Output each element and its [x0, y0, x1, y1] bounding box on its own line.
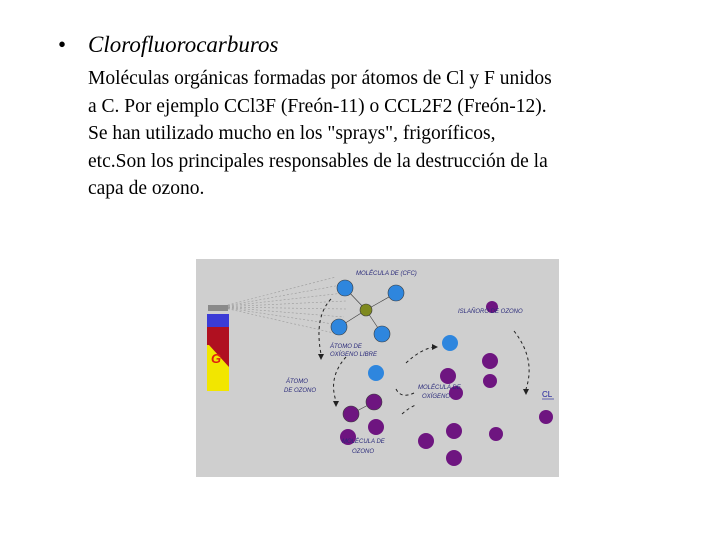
- ozone-atom: [483, 374, 497, 388]
- label-ozone-atom: ÁTOMO: [286, 379, 308, 385]
- ozone-depletion-illustration: [196, 259, 559, 477]
- label-oxygen-molecule: MOLÉCULA DE: [418, 385, 461, 391]
- chlorine-atom: [337, 280, 353, 296]
- carbon-atom: [360, 304, 372, 316]
- ozone-atom: [440, 368, 456, 384]
- spray-nozzle: [208, 305, 228, 311]
- fluorine-atom: [331, 319, 347, 335]
- ozone-atom: [446, 423, 462, 439]
- spray-mist: [220, 277, 346, 333]
- spray-can: [207, 305, 229, 391]
- ozone-atom: [482, 353, 498, 369]
- illustration-svg: [196, 259, 559, 477]
- ozone-atom: [446, 450, 462, 466]
- body-line: capa de ozono.: [88, 178, 205, 199]
- label-ozone-atom-2: DE OZONO: [284, 388, 317, 394]
- label-oxygen-molecule-2: OXÍGENO: [422, 394, 451, 400]
- body-paragraph: [88, 65, 688, 203]
- label-cl: CL: [542, 390, 553, 399]
- body-line: Moléculas orgánicas formadas por átomos de Cl y F unidos: [88, 68, 552, 89]
- bullet-symbol: •: [58, 32, 67, 57]
- ozone-atom: [539, 410, 553, 424]
- can-middle-band: [207, 327, 229, 345]
- label-ozone-ring: ISLAÑORO DE OZONO: [458, 309, 523, 315]
- ozone-atom: [489, 427, 503, 441]
- fluorine-atom: [374, 326, 390, 342]
- can-logo: G: [211, 351, 222, 366]
- ozone-atom: [418, 433, 434, 449]
- label-ozone-molecule-2: OZONO: [352, 449, 374, 455]
- body-line: a C. Por ejemplo CCl3F (Freón-11) o CCL2F2 (Freón-12).: [88, 95, 547, 117]
- ozone-molecule: [343, 394, 382, 422]
- chlorine-atom: [388, 285, 404, 301]
- body-line: Se han utilizado mucho en los "sprays", frigoríficos,: [88, 123, 496, 144]
- chlorine-atom: [442, 335, 458, 351]
- cl-arrow-head: [523, 389, 529, 395]
- cfc-molecule: [331, 280, 404, 342]
- label-oxygen-atom: ÁTOMO DE: [330, 344, 362, 350]
- can-top-band: [207, 314, 229, 327]
- label-ozone-molecule: MOLÉCULA DE: [342, 439, 385, 445]
- bullet-item: [58, 30, 278, 60]
- label-oxygen-atom-2: OXÍGENO LIBRE: [330, 352, 378, 358]
- slide-heading: Clorofluorocarburos: [88, 32, 279, 57]
- ozone-atom: [368, 419, 384, 435]
- body-line: etc.Son los principales responsables de la destrucción de la: [88, 150, 548, 172]
- chlorine-atom: [368, 365, 384, 381]
- label-cfc-molecule: MOLÉCULA DE (CFC): [356, 271, 417, 277]
